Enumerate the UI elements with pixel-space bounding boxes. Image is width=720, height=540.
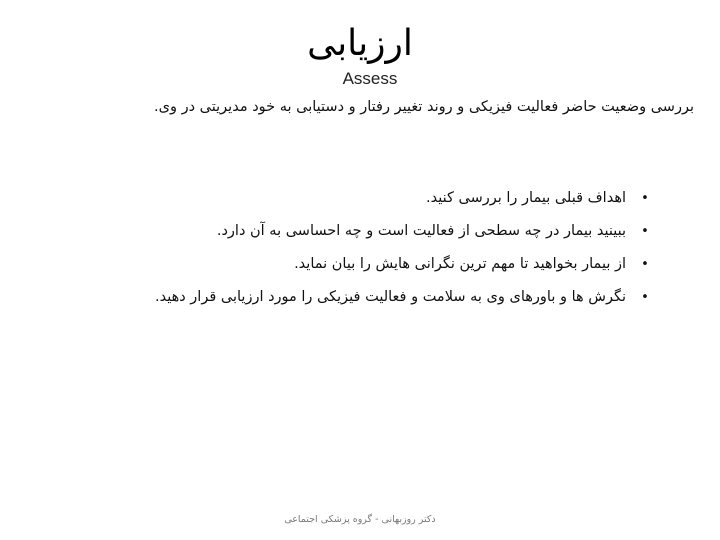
bullet-dot-icon: • — [641, 191, 649, 206]
bullet-dot-icon: • — [641, 257, 649, 272]
bullet-item — [70, 251, 654, 278]
bullet-text: نگرش ها و باورهای وی به سلامت و فعالیت فیزیکی را مورد ارزیابی قرار دهید. — [154, 289, 626, 305]
slide-title: ارزیابی — [307, 23, 413, 64]
bullet-item — [70, 218, 654, 245]
bullet-item — [70, 185, 654, 212]
bullet-dot-icon: • — [641, 290, 649, 305]
intro-paragraph: بررسی وضعیت حاضر فعالیت فیزیکی و روند تغییر رفتار و دستیابی به خود مدیریتی در وی. — [154, 99, 694, 115]
bullet-text: ببینید بیمار در چه سطحی از فعالیت است و چه احساسی به آن دارد. — [216, 223, 626, 239]
slide-subtitle: Assess — [342, 69, 398, 88]
slide-footer: دکتر روزبهانی - گروه پزشکی اجتماعی — [284, 514, 436, 525]
bullet-text: اهداف قبلی بیمار را بررسی کنید. — [426, 190, 626, 206]
bullet-dot-icon: • — [641, 224, 649, 239]
bullet-text: از بیمار بخواهید تا مهم ترین نگرانی هایش را بیان نماید. — [294, 256, 626, 272]
bullet-list — [70, 185, 654, 317]
bullet-item — [70, 284, 654, 311]
